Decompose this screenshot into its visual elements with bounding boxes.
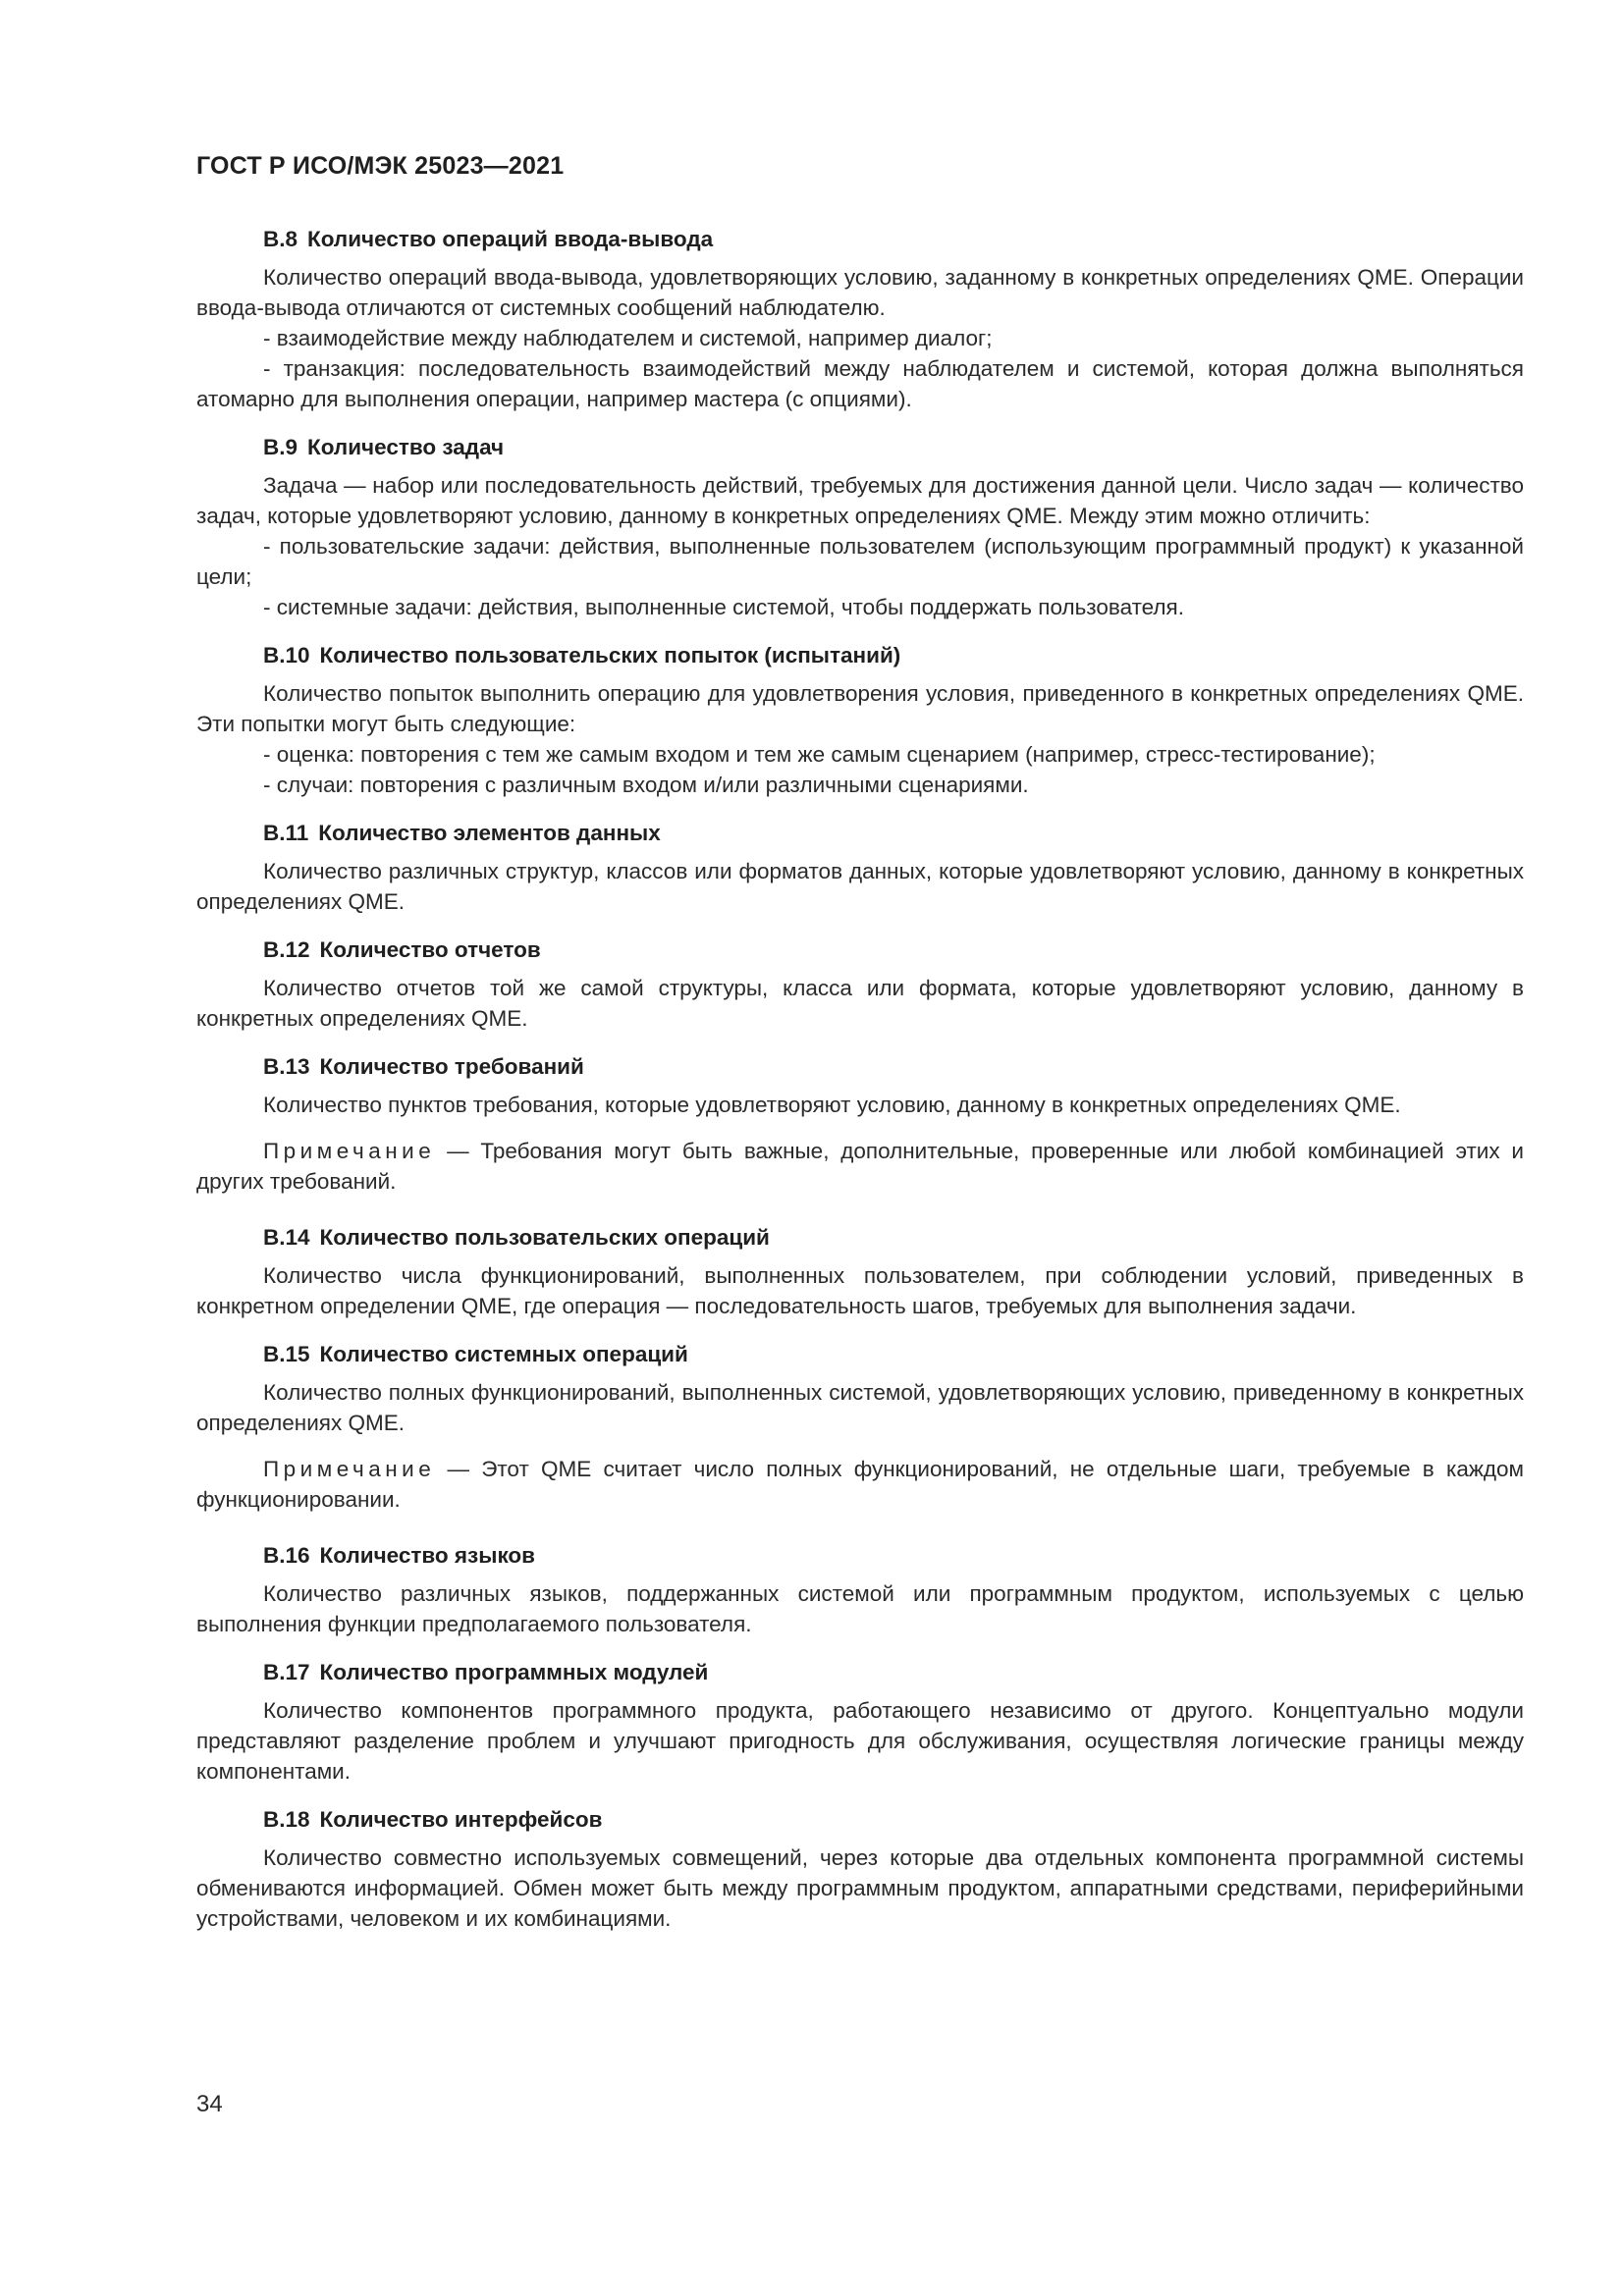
paragraph: - взаимодействие между наблюдателем и системой, например диалог; (263, 326, 993, 350)
paragraph: - системные задачи: действия, выполненные системой, чтобы поддержать пользователя. (263, 595, 1184, 619)
section-b-10 (196, 640, 1524, 800)
section-b-12 (196, 934, 1524, 1034)
section-number: B.14 (263, 1225, 310, 1250)
section-number: B.18 (263, 1807, 310, 1832)
section-number: B.16 (263, 1543, 310, 1568)
document-page (196, 0, 1524, 2296)
section-heading-text: Количество языков (319, 1543, 535, 1568)
paragraph: Количество пунктов требования, которые удовлетворяют условию, данному в конкретных определениях QME. (263, 1093, 1401, 1117)
section-title (196, 432, 1524, 462)
section-heading-text: Количество требований (319, 1054, 584, 1079)
section-heading-text: Количество отчетов (319, 937, 541, 962)
section-heading-text: Количество элементов данных (318, 821, 661, 845)
document-header: ГОСТ Р ИСО/МЭК 25023—2021 (196, 152, 565, 180)
note-text: — Требования могут быть важные, дополнительные, проверенные или любой комбинацией этих и других требований. (196, 1139, 1524, 1194)
section-number: B.10 (263, 643, 310, 667)
page-number: 34 (196, 2091, 223, 2117)
section-b-15 (196, 1339, 1524, 1515)
paragraph: Количество различных структур, классов или форматов данных, которые удовлетворяют условию, данному в конкретных определениях QME. (196, 859, 1524, 914)
paragraph: Количество отчетов той же самой структуры, класса или формата, которые удовлетворяют условию, данному в конкретных определениях QME. (196, 976, 1524, 1031)
section-heading-text: Количество пользовательских операций (319, 1225, 770, 1250)
section-heading-text: Количество пользовательских попыток (испытаний) (319, 643, 901, 667)
note (196, 1454, 1524, 1515)
note (196, 1136, 1524, 1197)
paragraph: Количество полных функционирований, выполненных системой, удовлетворяющих условию, приведенному в конкретных определениях QME. (196, 1380, 1524, 1435)
section-b-8 (196, 224, 1524, 414)
section-heading-text: Количество системных операций (319, 1342, 688, 1366)
note-label: Примечание (263, 1139, 436, 1163)
section-number: B.8 (263, 227, 298, 251)
section-b-17 (196, 1657, 1524, 1787)
section-b-11 (196, 818, 1524, 917)
section-title (196, 224, 1524, 254)
section-b-18 (196, 1804, 1524, 1934)
section-title (196, 1804, 1524, 1835)
paragraph: - случаи: повторения с различным входом и/или различными сценариями. (263, 773, 1029, 797)
paragraph: Количество числа функционирований, выполненных пользователем, при соблюдении условий, приведенных в конкретном определении QME, где операция — последовательность шагов, требуемых для выполнения задачи. (196, 1263, 1524, 1318)
paragraph: - транзакция: последовательность взаимодействий между наблюдателем и системой, которая должна выполняться атомарно для выполнения операции, например мастера (с опциями). (196, 356, 1524, 411)
paragraph: Количество операций ввода-вывода, удовлетворяющих условию, заданному в конкретных определениях QME. Операции ввода-вывода отличаются от системных сообщений наблюдателю. (196, 265, 1524, 320)
section-heading-text: Количество программных модулей (319, 1660, 709, 1684)
section-title (196, 818, 1524, 848)
paragraph: - оценка: повторения с тем же самым входом и тем же самым сценарием (например, стресс-тестирование); (263, 742, 1376, 767)
section-heading-text: Количество операций ввода-вывода (307, 227, 714, 251)
section-b-14 (196, 1222, 1524, 1321)
section-number: B.13 (263, 1054, 310, 1079)
paragraph: Задача — набор или последовательность действий, требуемых для достижения данной цели. Число задач — количество задач, которые удовлетворяют условию, данному в конкретных определениях QME. Между этим можно отличить: (196, 473, 1524, 528)
section-title (196, 640, 1524, 670)
section-number: B.17 (263, 1660, 310, 1684)
section-title (196, 1339, 1524, 1369)
section-number: B.12 (263, 937, 310, 962)
note-label: Примечание (263, 1457, 436, 1481)
paragraph: Количество совместно используемых совмещений, через которые два отдельных компонента программной системы обмениваются информацией. Обмен может быть между программным продуктом, аппаратными средствами, периферийными устройствами, человеком и их комбинациями. (196, 1845, 1524, 1931)
paragraph: Количество различных языков, поддержанных системой или программным продуктом, используемых с целью выполнения функции предполагаемого пользователя. (196, 1581, 1524, 1636)
section-b-13 (196, 1051, 1524, 1197)
section-title (196, 1051, 1524, 1082)
note-text: — Этот QME считает число полных функционирований, не отдельные шаги, требуемые в каждом функционировании. (196, 1457, 1524, 1512)
document-body (196, 224, 1524, 1951)
section-number: B.15 (263, 1342, 310, 1366)
section-title (196, 1657, 1524, 1687)
section-title (196, 1540, 1524, 1571)
section-title (196, 934, 1524, 965)
section-number: B.11 (263, 821, 309, 845)
section-heading-text: Количество интерфейсов (319, 1807, 603, 1832)
section-b-9 (196, 432, 1524, 622)
paragraph: Количество компонентов программного продукта, работающего независимо от другого. Концептуально модули представляют разделение проблем и улучшают пригодность для обслуживания, осуществляя логические границы между компонентами. (196, 1698, 1524, 1784)
section-title (196, 1222, 1524, 1253)
section-number: B.9 (263, 435, 298, 459)
section-b-16 (196, 1540, 1524, 1639)
paragraph: - пользовательские задачи: действия, выполненные пользователем (использующим программный продукт) к указанной цели; (196, 534, 1524, 589)
section-heading-text: Количество задач (307, 435, 505, 459)
paragraph: Количество попыток выполнить операцию для удовлетворения условия, приведенного в конкретных определениях QME. Эти попытки могут быть следующие: (196, 681, 1524, 736)
